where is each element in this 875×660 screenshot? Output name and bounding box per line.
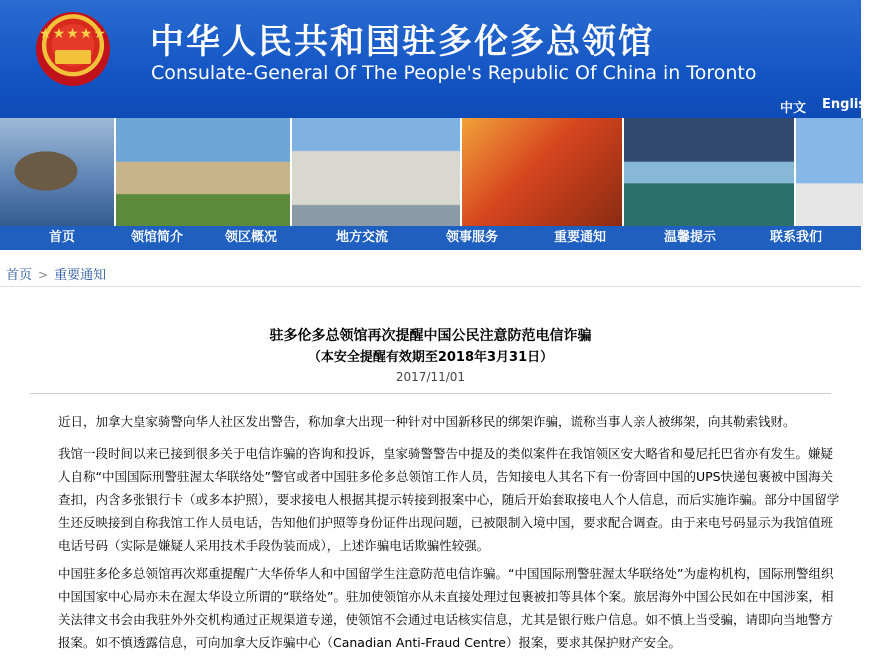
nav-important-notices[interactable]: 重要通知 (553, 230, 606, 245)
nav-local-exchange[interactable]: 地方交流 (335, 230, 388, 245)
nav-home[interactable]: 首页 (48, 230, 75, 245)
emblem-gate (55, 50, 91, 64)
language-chinese-link[interactable]: 中文 (780, 101, 807, 116)
banner-photo-stadium (796, 118, 863, 226)
article-date: 2017/11/01 (395, 370, 466, 384)
article-subtitle: （本安全提醒有效期至2018年3月31日） (307, 350, 554, 365)
main-navigation (0, 226, 861, 250)
banner-photo-autumn-leaves (462, 118, 622, 226)
article-divider (30, 393, 831, 394)
article-paragraph: 近日，加拿大皇家骑警向华人社区发出警告，称加拿大出现一种针对中国新移民的绑架诈骗，谎称当事人亲人被绑架，向其勒索钱财。 (58, 414, 796, 429)
banner-photo-legislature (116, 118, 290, 226)
banner-photo-strip (0, 118, 861, 226)
banner-photo-city-hall (292, 118, 460, 226)
site-title-english: Consulate-General Of The People's Republic Of China in Toronto (151, 62, 757, 84)
article-paragraph: 中国驻多伦多总领馆再次郑重提醒广大华侨华人和中国留学生注意防范电信诈骗。“中国国际刑警驻渥太华联络处”为虚构机构，国际刑警组织中国国家中心局亦未在渥太华设立所谓的“联络处”。驻加使领馆亦从未直接处理过包裹被扣等具体个案。旅居海外中国公民如在中国涉案，相关法律文书会由我驻外外交机构通过正规渠道专递，使领馆不会通过电话核实信息，尤其是银行账户信息。如不慎上当受骗，请即向当地警方报案。如不慎透露信息，可向加拿大反诈骗中心（Canadian Anti-Fraud Centre）报案，要求其保护财产安全。 (58, 566, 834, 650)
breadcrumb-current-link[interactable]: 重要通知 (54, 268, 107, 283)
breadcrumb-divider (0, 286, 861, 287)
breadcrumb-home-link[interactable]: 首页 (6, 268, 33, 283)
breadcrumb (6, 264, 106, 283)
nav-contact-us[interactable]: 联系我们 (769, 230, 822, 245)
emblem-stars: ★★★★★ (39, 26, 107, 42)
banner-photo-niagara-falls (624, 118, 794, 226)
nav-consular-district[interactable]: 领区概况 (224, 230, 277, 245)
site-title-chinese: 中华人民共和国驻多伦多总领馆 (150, 22, 654, 62)
banner-photo-goose (0, 118, 114, 226)
nav-travel-tips[interactable]: 温馨提示 (663, 230, 716, 245)
goose-shape (6, 146, 86, 196)
national-emblem-icon (36, 12, 110, 86)
breadcrumb-separator: > (38, 268, 49, 282)
article-paragraph: 我馆一段时间以来已接到很多关于电信诈骗的咨询和投诉，皇家骑警警告中提及的类似案件在我馆领区安大略省和曼尼托巴省亦有发生。嫌疑人自称“中国国际刑警驻渥太华联络处”警官或者中国驻多伦多总领馆工作人员，告知接电人其名下有一份寄回中国的UPS快递包裹被中国海关查扣，内含多张银行卡（或多本护照），要求接电人根据其提示转接到报案中心，随后开始套取接电人个人信息，而后实施诈骗。部分中国留学生还反映接到自称我馆工作人员电话，告知他们护照等身份证件出现问题，已被限制入境中国，要求配合调查。由于来电号码显示为我馆值班电话号码（实际是嫌疑人采用技术手段伪装而成），上述诈骗电话欺骗性较强。 (58, 446, 840, 553)
site-header (0, 0, 875, 118)
article-title: 驻多伦多总领馆再次提醒中国公民注意防范电信诈骗 (269, 328, 592, 344)
language-english-link[interactable]: English (822, 97, 875, 112)
nav-consular-services[interactable]: 领事服务 (445, 230, 498, 245)
nav-about-consulate[interactable]: 领馆简介 (130, 230, 183, 245)
